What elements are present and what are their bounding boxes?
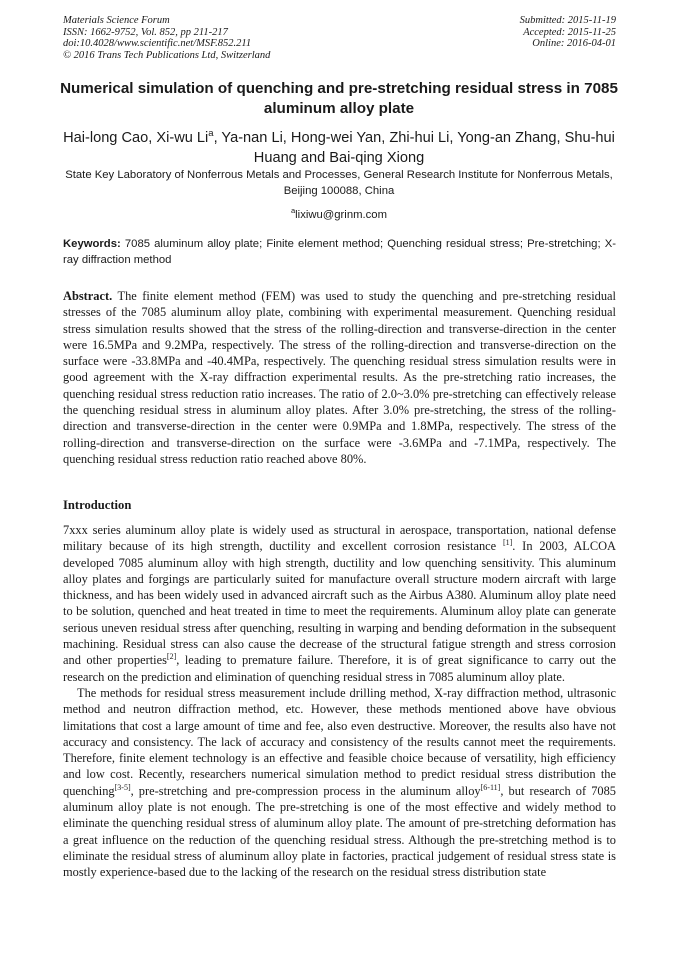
- text-run: , pre-stretching and pre-compression process in the aluminum alloy: [130, 783, 481, 798]
- accepted-date: Accepted: 2015-11-25: [523, 26, 616, 38]
- text-run: , but research of 7085 aluminum alloy plate is not enough. The pre-stretching is one of the most effective and widely method to eliminate the quenching residual stress of aluminum alloy plate. The amount of pre-stretching deformation has a great influence on the reduction of the quenching residual stress. Although the pre-stretching method is to eliminate the residual stress of aluminum alloy plate in factories, practical judgement of residual stress state is mostly experience-based due to the lacking of the research on the residual stress distribution state: [63, 783, 616, 880]
- introduction-heading: Introduction: [63, 498, 132, 512]
- journal-name: Materials Science Forum: [63, 15, 170, 26]
- email-mark: a: [291, 206, 296, 215]
- author-affiliation-mark: a: [208, 128, 214, 139]
- abstract-label: Abstract.: [63, 289, 113, 303]
- keywords-text: 7085 aluminum alloy plate; Finite element method; Quenching residual stress; Pre-stretching; X-ray diffraction method: [63, 238, 616, 266]
- header-dates: [520, 15, 616, 50]
- citation-2: [2]: [166, 652, 177, 662]
- abstract: [63, 288, 616, 467]
- keywords: [63, 237, 616, 268]
- authors-rest: , Ya-nan Li, Hong-wei Yan, Zhi-hui Li, Yong-an Zhang, Shu-hui Huang and Bai-qing Xiong: [213, 129, 615, 166]
- text-run: . In 2003, ALCOA developed 7085 aluminum alloy with high strength, ductility and low quenching sensitivity. This aluminum alloy plates and forgings are particularly suited for manufacture overall structure modern aircraft with large thickness, and has been widely used in advanced aircraft such as the Airbus A380. Aluminum alloy plate need to be solution, quenched and heat treated in time to meet the requirements. Aluminum alloy plate can generate serious uneven residual stress after quenching, resulting in warping and bending deformation in the subsequent machining. Residual stress can also cause the decrease of the structural fatigue strength and stress corrosion and other properties: [63, 539, 616, 668]
- text-run: , leading to premature failure. Therefore, it is of great significance to carry out the research on the prediction and elimination of quenching residual stress in 7085 aluminum alloy plate.: [63, 653, 616, 684]
- introduction-paragraph-2: [63, 685, 616, 881]
- submitted-date: Submitted: 2015-11-19: [519, 15, 616, 26]
- citation-3-5: [3-5]: [114, 782, 131, 792]
- issn-volume-pages: ISSN: 1662-9752, Vol. 852, pp 211-217: [63, 26, 228, 38]
- header-publication-info: [63, 15, 270, 61]
- abstract-text: The finite element method (FEM) was used to study the quenching and pre-stretching residual stresses of the 7085 aluminum alloy plate, combining with experimental measurement. Quenching residual stress simulation results showed that the stress of the rolling-direction and transverse-direction in the center were 16.5MPa and 9.2MPa, respectively. The stress of the rolling-direction and transverse-direction on the surface were -33.8MPa and -40.4MPa, respectively. The quenching residual stress simulation results were in good agreement with the X-ray diffraction experimental results. As the pre-stretching ratio increases, the quenching residual stress reduction ratio increases. The ratio of 2.0~3.0% pre-stretching can effectively release the quenching residual stress in aluminum alloy plates. After 3.0% pre-stretching, the stress of the rolling-direction and transverse-direction in the center were 0.9MPa and 1.8MPa, respectively. The stress of the rolling-direction and transverse-direction on the surface were -3.6MPa and -7.1MPa, respectively. The quenching residual stress reduction ratio reached above 80%.: [63, 289, 616, 466]
- paper-title: Numerical simulation of quenching and pre-stretching residual stress in 7085 aluminum alloy plate: [60, 80, 618, 117]
- author-list: [40, 124, 638, 168]
- citation-1: [1]: [502, 538, 513, 548]
- introduction-paragraph-1: [63, 522, 616, 685]
- introduction-body: [63, 522, 616, 881]
- email-address: lixiwu@grinm.com: [295, 208, 387, 221]
- online-date: Online: 2016-04-01: [532, 38, 616, 50]
- affiliation: State Key Laboratory of Nonferrous Metals and Processes, General Research Institute for Nonferrous Metals, Beijing 100088, China: [65, 169, 613, 197]
- copyright: © 2016 Trans Tech Publications Ltd, Switzerland: [63, 49, 271, 61]
- text-run: The methods for residual stress measurement include drilling method, X-ray diffraction method, ultrasonic method and neutron diffraction method, etc. However, these methods mentioned above have obvious limitations that cost a large amount of time and fee, also even destructive. Moreover, the results also have not accuracy and consistency. The lack of accuracy and consistency of the results cannot meet the requirements. Therefore, finite element technology is an effective and feasible choice because of versatility, high efficiency and low cost. Recently, researchers numerical simulation method to predict residual stress distribution the quenching: [63, 685, 616, 798]
- citation-6-11: [6-11]: [480, 782, 501, 792]
- text-run: 7xxx series aluminum alloy plate is widely used as structural in aerospace, transportation, national defense military because of its high strength, ductility and excellent corrosion resistance: [63, 523, 616, 554]
- authors-first: Hai-long Cao, Xi-wu Li: [63, 129, 209, 146]
- keywords-label: Keywords:: [63, 238, 121, 250]
- doi: doi:10.4028/www.scientific.net/MSF.852.211: [63, 38, 252, 50]
- contact-email: [60, 204, 618, 222]
